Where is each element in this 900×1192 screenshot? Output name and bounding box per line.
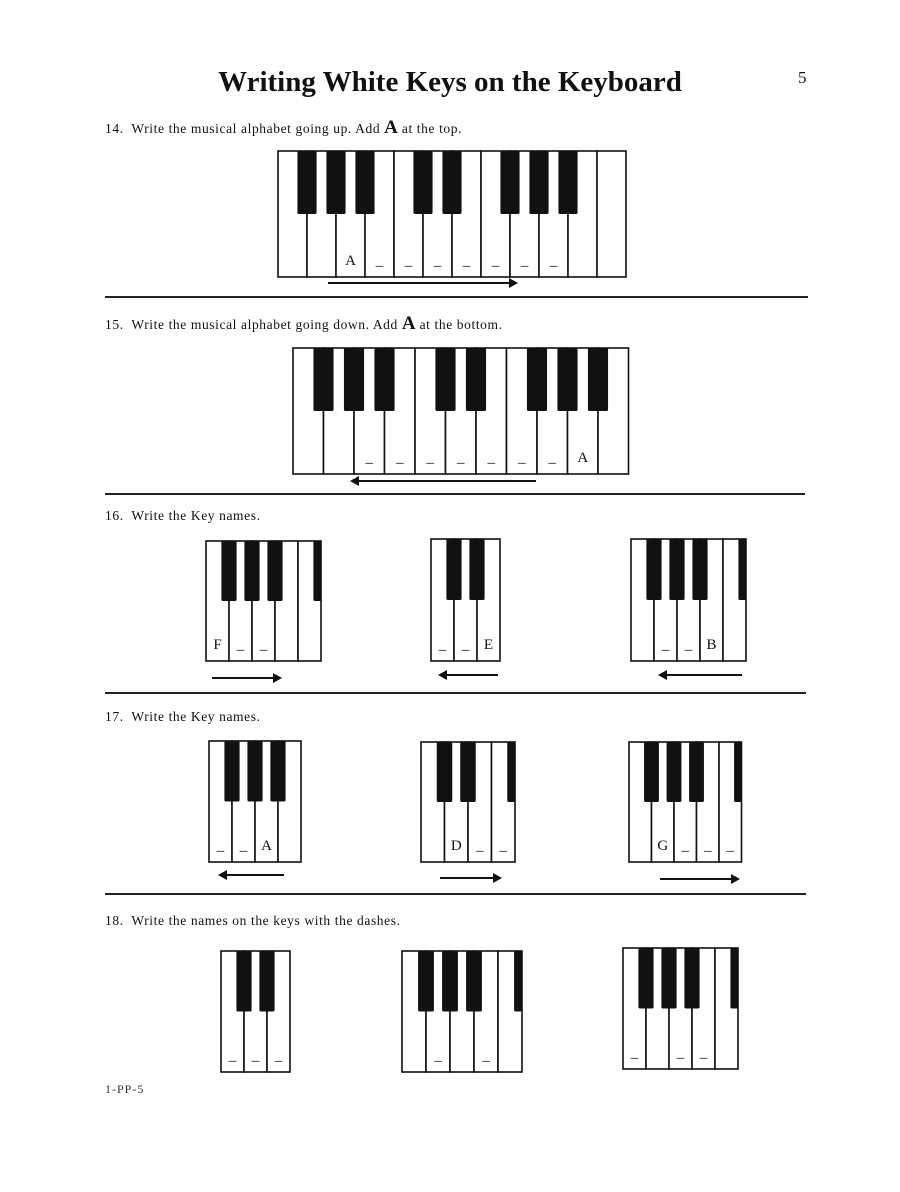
key-label: G (657, 838, 669, 854)
instruction-text: Write the Key names. (131, 508, 261, 523)
black-key (326, 151, 345, 214)
black-key (500, 151, 519, 214)
black-key (734, 742, 741, 802)
black-key (689, 742, 704, 802)
black-key (236, 951, 251, 1012)
blank-key-line: _ (681, 838, 689, 854)
keyboard-diagram (630, 538, 747, 662)
black-key (667, 742, 682, 802)
keyboard-diagram (277, 150, 627, 278)
exercise-number: 16. (105, 508, 124, 523)
black-key (529, 151, 548, 214)
footer-code: 1-PP-5 (105, 1082, 145, 1096)
blank-key-line: _ (236, 637, 245, 653)
arrow-left-icon (440, 674, 498, 676)
instruction-15 (105, 313, 503, 335)
black-key (224, 741, 239, 802)
black-key (507, 742, 515, 802)
blank-key-line: _ (259, 637, 268, 653)
blank-key-line: _ (548, 450, 556, 466)
black-key (644, 742, 659, 802)
key-label: F (213, 637, 222, 653)
arrow-left-icon (220, 874, 284, 876)
keyboard-svg (277, 150, 627, 278)
instruction-text: Write the musical alphabet going up. Add (131, 121, 381, 136)
keyboard-svg (292, 347, 630, 475)
blank-key-line: _ (375, 253, 384, 269)
black-key (661, 948, 676, 1009)
blank-key-line: _ (520, 253, 529, 269)
keyboard-diagram (205, 540, 322, 662)
arrow-right-icon (440, 877, 500, 879)
keyboard-svg (220, 950, 291, 1073)
arrow-left-icon (660, 674, 742, 676)
blank-key-line: _ (404, 253, 413, 269)
blank-key-line: _ (549, 253, 558, 269)
exercise-number: 18. (105, 913, 124, 928)
instruction-text-after: at the bottom. (419, 317, 503, 332)
black-key (297, 151, 316, 214)
emphasis-letter: A (401, 313, 416, 334)
black-key (267, 541, 282, 601)
instruction-text: Write the names on the keys with the dashes. (131, 913, 401, 928)
exercise-number: 17. (105, 709, 124, 724)
blank-key-line: _ (434, 1048, 442, 1064)
black-key (684, 948, 699, 1009)
instruction-text-after: at the top. (401, 121, 463, 136)
blank-key-line: _ (499, 838, 507, 854)
blank-key-line: _ (630, 1045, 639, 1061)
black-key (313, 348, 333, 411)
key-label: A (345, 253, 356, 269)
black-key (514, 951, 522, 1012)
divider (105, 893, 806, 895)
blank-key-line: _ (228, 1048, 237, 1064)
arrow-left-icon (352, 480, 536, 482)
blank-key-line: _ (216, 838, 225, 854)
blank-key-line: _ (239, 838, 248, 854)
key-label: E (483, 637, 494, 653)
instruction-17 (105, 709, 261, 725)
blank-key-line: _ (704, 838, 712, 854)
blank-key-line: _ (461, 637, 470, 653)
black-key (469, 539, 484, 600)
keyboard-diagram (622, 947, 739, 1070)
black-key (692, 539, 707, 600)
blank-key-line: _ (699, 1045, 708, 1061)
blank-key-line: _ (274, 1048, 283, 1064)
exercise-number: 15. (105, 317, 124, 332)
key-label: A (261, 838, 272, 854)
keyboard-svg (205, 540, 322, 662)
black-key (738, 539, 746, 600)
blank-key-line: _ (726, 838, 734, 854)
key-label: B (706, 637, 717, 653)
black-key (442, 951, 458, 1012)
blank-key-line: _ (518, 450, 526, 466)
blank-key-line: _ (476, 838, 484, 854)
black-key (244, 541, 259, 601)
blank-key-line: _ (426, 450, 434, 466)
white-key (597, 151, 626, 277)
black-key (259, 951, 274, 1012)
black-key (374, 348, 394, 411)
black-key (442, 151, 461, 214)
black-key (460, 742, 476, 802)
instruction-text: Write the musical alphabet going down. Add (131, 317, 398, 332)
divider (105, 493, 805, 495)
page-title: Writing White Keys on the Keyboard (218, 66, 682, 98)
blank-key-line: _ (676, 1045, 685, 1061)
keyboard-diagram (430, 538, 501, 662)
black-key (344, 348, 364, 411)
black-key (527, 348, 547, 411)
instruction-14 (105, 117, 462, 139)
keyboard-diagram (208, 740, 302, 863)
blank-key-line: _ (684, 637, 693, 653)
black-key (247, 741, 262, 802)
blank-key-line: _ (251, 1048, 260, 1064)
blank-key-line: _ (396, 450, 404, 466)
blank-key-line: _ (462, 253, 471, 269)
keyboard-diagram (420, 741, 516, 863)
keyboard-svg (401, 950, 523, 1073)
keyboard-svg (208, 740, 302, 863)
instruction-text: Write the Key names. (131, 709, 261, 724)
key-label: D (450, 838, 462, 854)
black-key (557, 348, 577, 411)
black-key (730, 948, 738, 1009)
black-key (466, 348, 486, 411)
arrow-right-icon (212, 677, 280, 679)
keyboard-diagram (628, 741, 743, 863)
keyboard-svg (622, 947, 739, 1070)
black-key (437, 742, 453, 802)
black-key (355, 151, 374, 214)
black-key (646, 539, 661, 600)
exercise-number: 14. (105, 121, 124, 136)
black-key (669, 539, 684, 600)
blank-key-line: _ (487, 450, 495, 466)
keyboard-diagram (401, 950, 523, 1073)
keyboard-svg (628, 741, 743, 863)
instruction-18 (105, 913, 401, 929)
black-key (466, 951, 482, 1012)
blank-key-line: _ (661, 637, 670, 653)
keyboard-svg (630, 538, 747, 662)
keyboard-svg (420, 741, 516, 863)
key-label: A (577, 450, 589, 466)
black-key (446, 539, 461, 600)
arrow-right-icon (660, 878, 738, 880)
blank-key-line: _ (482, 1048, 490, 1064)
blank-key-line: _ (433, 253, 442, 269)
blank-key-line: _ (365, 450, 373, 466)
black-key (558, 151, 577, 214)
black-key (435, 348, 455, 411)
keyboard-diagram (220, 950, 291, 1073)
page-number: 5 (798, 68, 807, 87)
divider (105, 692, 806, 694)
keyboard-svg (430, 538, 501, 662)
black-key (418, 951, 434, 1012)
black-key (638, 948, 653, 1009)
black-key (221, 541, 236, 601)
keyboard-diagram (292, 347, 630, 475)
black-key (588, 348, 608, 411)
arrow-right-icon (328, 282, 516, 284)
black-key (313, 541, 321, 601)
black-key (413, 151, 432, 214)
blank-key-line: _ (491, 253, 500, 269)
emphasis-letter: A (384, 117, 398, 138)
black-key (270, 741, 285, 802)
blank-key-line: _ (438, 637, 447, 653)
blank-key-line: _ (457, 450, 465, 466)
divider (105, 296, 808, 298)
instruction-16 (105, 508, 261, 524)
